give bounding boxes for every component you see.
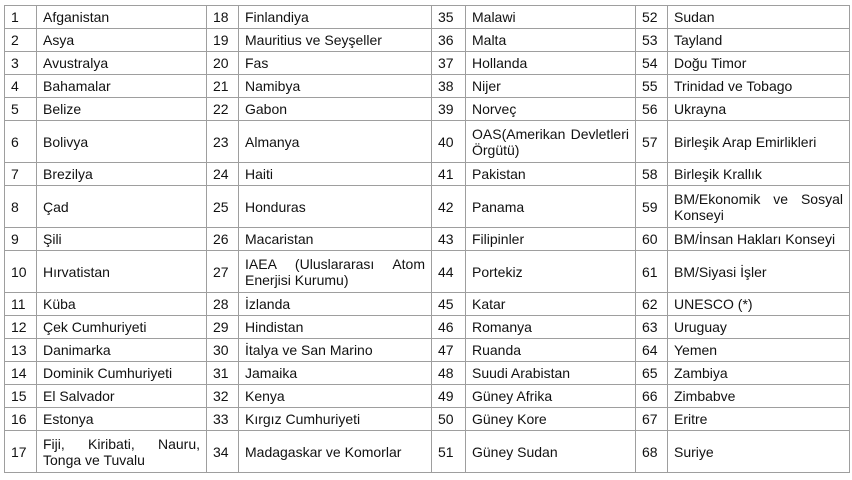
entry-number: 3	[5, 52, 37, 75]
entry-number: 47	[432, 339, 466, 362]
entry-number: 6	[5, 121, 37, 163]
entry-name: Avustralya	[37, 52, 207, 75]
table-row	[5, 121, 850, 163]
entry-name: Filipinler	[466, 228, 636, 251]
table-row	[5, 431, 850, 473]
entry-number: 63	[636, 316, 668, 339]
entry-number: 19	[207, 29, 239, 52]
entry-name: Hırvatistan	[37, 251, 207, 293]
entry-name: Yemen	[668, 339, 850, 362]
table-row	[5, 251, 850, 293]
entry-number: 13	[5, 339, 37, 362]
entry-number: 29	[207, 316, 239, 339]
entry-number: 52	[636, 6, 668, 29]
entry-name: Ruanda	[466, 339, 636, 362]
entry-number: 36	[432, 29, 466, 52]
entry-name: Namibya	[239, 75, 432, 98]
entry-name: Honduras	[239, 186, 432, 228]
entry-name: BM/İnsan Hakları Konseyi	[668, 228, 850, 251]
entry-name: Suudi Arabistan	[466, 362, 636, 385]
entry-name: Tayland	[668, 29, 850, 52]
table-row	[5, 408, 850, 431]
entry-name: Mauritius ve Seyşeller	[239, 29, 432, 52]
entry-name: Norveç	[466, 98, 636, 121]
entry-name: Bahamalar	[37, 75, 207, 98]
entry-number: 7	[5, 163, 37, 186]
entry-name: Kırgız Cumhuriyeti	[239, 408, 432, 431]
entry-name: Afganistan	[37, 6, 207, 29]
entry-name: Jamaika	[239, 362, 432, 385]
entry-name: Danimarka	[37, 339, 207, 362]
entry-number: 62	[636, 293, 668, 316]
entry-name: Hindistan	[239, 316, 432, 339]
entry-number: 49	[432, 385, 466, 408]
entry-number: 4	[5, 75, 37, 98]
entry-name: Güney Sudan	[466, 431, 636, 473]
entry-number: 17	[5, 431, 37, 473]
entry-number: 25	[207, 186, 239, 228]
entry-name: Finlandiya	[239, 6, 432, 29]
entry-name: İzlanda	[239, 293, 432, 316]
entry-number: 24	[207, 163, 239, 186]
entry-number: 16	[5, 408, 37, 431]
entry-name: Portekiz	[466, 251, 636, 293]
entry-name: Birleşik Krallık	[668, 163, 850, 186]
entry-name: Dominik Cumhuriyeti	[37, 362, 207, 385]
entry-number: 43	[432, 228, 466, 251]
entry-name: İtalya ve San Marino	[239, 339, 432, 362]
entry-name: Nijer	[466, 75, 636, 98]
table-row	[5, 339, 850, 362]
entry-name: Bolivya	[37, 121, 207, 163]
entry-name: Macaristan	[239, 228, 432, 251]
entry-name: Güney Afrika	[466, 385, 636, 408]
entry-name: UNESCO (*)	[668, 293, 850, 316]
entry-number: 21	[207, 75, 239, 98]
entry-number: 28	[207, 293, 239, 316]
entry-number: 15	[5, 385, 37, 408]
entry-name: Küba	[37, 293, 207, 316]
entry-name: IAEA (Uluslararası Atom Enerjisi Kurumu)	[239, 251, 432, 293]
entry-name: Haiti	[239, 163, 432, 186]
entry-name: Çad	[37, 186, 207, 228]
entry-name: Zimbabve	[668, 385, 850, 408]
entry-name: Zambiya	[668, 362, 850, 385]
entry-number: 26	[207, 228, 239, 251]
entry-number: 11	[5, 293, 37, 316]
entry-name: Madagaskar ve Komorlar	[239, 431, 432, 473]
entry-number: 65	[636, 362, 668, 385]
entry-number: 37	[432, 52, 466, 75]
entry-number: 42	[432, 186, 466, 228]
table-row	[5, 385, 850, 408]
entry-name: Almanya	[239, 121, 432, 163]
entry-number: 12	[5, 316, 37, 339]
entry-number: 8	[5, 186, 37, 228]
table-row	[5, 293, 850, 316]
entry-number: 56	[636, 98, 668, 121]
entry-name: Malta	[466, 29, 636, 52]
entry-name: Malawi	[466, 6, 636, 29]
entry-number: 64	[636, 339, 668, 362]
entry-number: 44	[432, 251, 466, 293]
entry-number: 35	[432, 6, 466, 29]
entry-number: 66	[636, 385, 668, 408]
table-row	[5, 98, 850, 121]
entry-number: 32	[207, 385, 239, 408]
entry-number: 14	[5, 362, 37, 385]
entry-number: 39	[432, 98, 466, 121]
entry-number: 2	[5, 29, 37, 52]
entry-name: Fas	[239, 52, 432, 75]
entry-number: 48	[432, 362, 466, 385]
entry-name: Ukrayna	[668, 98, 850, 121]
entry-number: 53	[636, 29, 668, 52]
entry-name: Birleşik Arap Emirlikleri	[668, 121, 850, 163]
entry-name: Estonya	[37, 408, 207, 431]
entry-name: Şili	[37, 228, 207, 251]
country-list-table	[4, 5, 850, 473]
table-row	[5, 52, 850, 75]
entry-number: 34	[207, 431, 239, 473]
entry-number: 22	[207, 98, 239, 121]
table-row	[5, 362, 850, 385]
entry-name: Fiji, Kiribati, Nauru, Tonga ve Tuvalu	[37, 431, 207, 473]
entry-name: El Salvador	[37, 385, 207, 408]
entry-number: 33	[207, 408, 239, 431]
entry-number: 57	[636, 121, 668, 163]
entry-number: 41	[432, 163, 466, 186]
entry-name: Kenya	[239, 385, 432, 408]
entry-name: Asya	[37, 29, 207, 52]
entry-number: 5	[5, 98, 37, 121]
entry-number: 50	[432, 408, 466, 431]
entry-name: Eritre	[668, 408, 850, 431]
entry-number: 51	[432, 431, 466, 473]
entry-name: Çek Cumhuriyeti	[37, 316, 207, 339]
table-row	[5, 75, 850, 98]
entry-name: Trinidad ve Tobago	[668, 75, 850, 98]
entry-name: Sudan	[668, 6, 850, 29]
entry-number: 31	[207, 362, 239, 385]
entry-name: Suriye	[668, 431, 850, 473]
entry-number: 30	[207, 339, 239, 362]
entry-number: 59	[636, 186, 668, 228]
entry-number: 20	[207, 52, 239, 75]
table-row	[5, 163, 850, 186]
entry-number: 68	[636, 431, 668, 473]
table-row	[5, 6, 850, 29]
table-row	[5, 316, 850, 339]
entry-number: 40	[432, 121, 466, 163]
entry-name: Brezilya	[37, 163, 207, 186]
entry-name: Romanya	[466, 316, 636, 339]
entry-number: 54	[636, 52, 668, 75]
entry-number: 27	[207, 251, 239, 293]
table-row	[5, 228, 850, 251]
entry-name: Doğu Timor	[668, 52, 850, 75]
entry-name: Belize	[37, 98, 207, 121]
entry-name: Katar	[466, 293, 636, 316]
entry-name: Pakistan	[466, 163, 636, 186]
entry-number: 45	[432, 293, 466, 316]
entry-number: 46	[432, 316, 466, 339]
entry-number: 60	[636, 228, 668, 251]
entry-name: Güney Kore	[466, 408, 636, 431]
entry-number: 1	[5, 6, 37, 29]
table-body	[5, 6, 850, 473]
entry-number: 18	[207, 6, 239, 29]
entry-number: 55	[636, 75, 668, 98]
entry-name: OAS(Amerikan Devletleri Örgütü)	[466, 121, 636, 163]
entry-number: 10	[5, 251, 37, 293]
entry-name: Panama	[466, 186, 636, 228]
entry-number: 23	[207, 121, 239, 163]
entry-number: 61	[636, 251, 668, 293]
table-row	[5, 186, 850, 228]
entry-name: BM/Siyasi İşler	[668, 251, 850, 293]
entry-name: Hollanda	[466, 52, 636, 75]
entry-number: 9	[5, 228, 37, 251]
entry-number: 67	[636, 408, 668, 431]
entry-number: 58	[636, 163, 668, 186]
entry-number: 38	[432, 75, 466, 98]
table-row	[5, 29, 850, 52]
entry-name: Uruguay	[668, 316, 850, 339]
entry-name: Gabon	[239, 98, 432, 121]
entry-name: BM/Ekonomik ve Sosyal Konseyi	[668, 186, 850, 228]
